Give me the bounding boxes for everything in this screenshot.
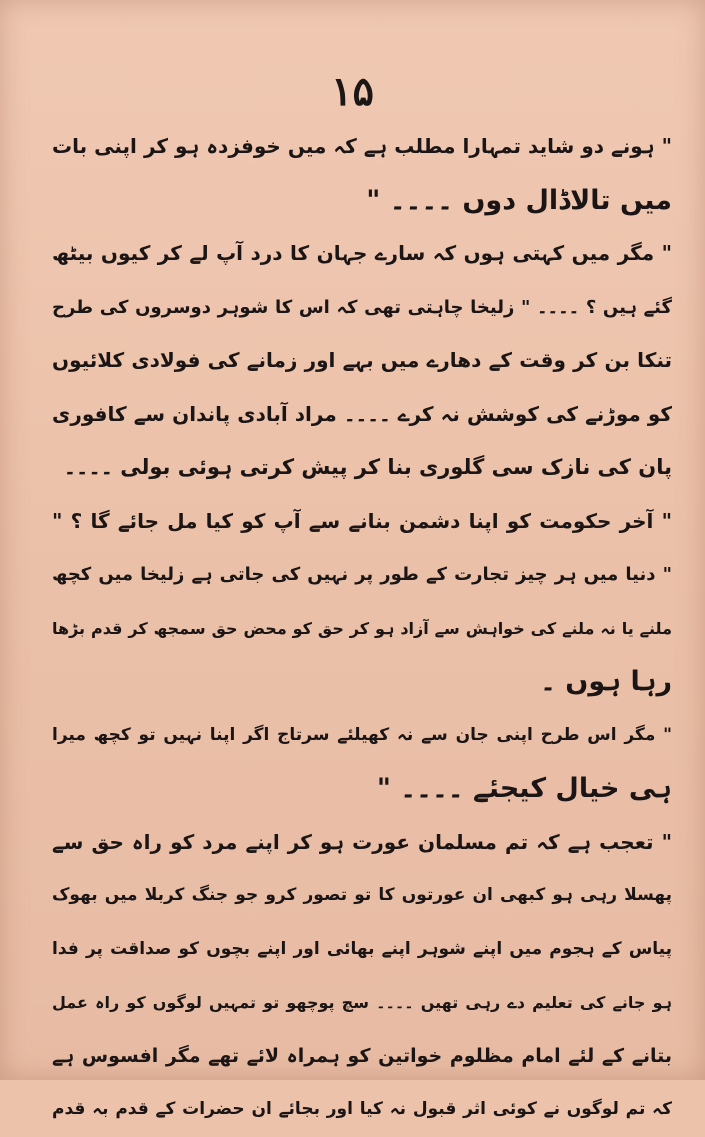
text-line: پیاس کے ہجوم میں اپنے شوہر اپنے بھائی اور اپنے بچوں کو صداقت پر فدا: [52, 938, 672, 959]
urdu-body-text: [52, 120, 672, 1137]
text-line: میں تالاڈال دوں ۔۔۔۔ ": [366, 184, 672, 216]
text-line: رہا ہوں ۔: [540, 666, 672, 697]
text-line: کہ تم لوگوں نے کوئی اثر قبول نہ کیا اور بجائے ان حضرات کے قدم بہ قدم: [52, 1099, 672, 1119]
text-line: " مگر میں کہتی ہوں کہ سارے جہان کا درد آپ لے کر کیوں بیٹھ: [52, 241, 672, 265]
text-line: ہو جانے کی تعلیم دے رہی تھیں ۔۔۔۔ سچ پوچھو تو تمہیں لوگوں کو راہ عمل: [52, 993, 672, 1012]
text-line: پان کی نازک سی گلوری بنا کر پیش کرتی ہوئی بولی ۔۔۔۔: [63, 455, 672, 479]
text-line: پھسلا رہی ہو کبھی ان عورتوں کا تو تصور کرو جو جنگ کربلا میں بھوک: [52, 885, 672, 905]
text-line: " مگر اس طرح اپنی جان سے نہ کھیلئے سرتاج اگر اپنا نہیں تو کچھ میرا: [52, 724, 672, 745]
text-line: " ہونے دو شاید تمہارا مطلب ہے کہ میں خوفزدہ ہو کر اپنی بات: [52, 134, 672, 158]
text-line: " آخر حکومت کو اپنا دشمن بنانے سے آپ کو کیا مل جائے گا ؟ ": [52, 508, 672, 533]
text-line: ملنے یا نہ ملنے کی خواہش سے آزاد ہو کر حق کو محض حق سمجھ کر قدم بڑھا: [52, 618, 672, 638]
text-line: کو موڑنے کی کوشش نہ کرے ۔۔۔۔ مراد آبادی پاندان سے کافوری: [52, 401, 672, 426]
text-line: " دنیا میں ہر چیز تجارت کے طور پر نہیں کی جاتی ہے زلیخا میں کچھ: [52, 564, 672, 585]
text-line: ہی خیال کیجئے ۔۔۔۔ ": [376, 773, 672, 804]
text-line: بتانے کے لئے امام مظلوم خواتین کو ہمراہ لائے تھے مگر افسوس ہے: [52, 1044, 672, 1067]
page-number: ۱۵: [331, 68, 374, 115]
text-line: گئے ہیں ؟ ۔۔۔۔ " زلیخا چاہتی تھی کہ اس کا شوہر دوسروں کی طرح: [52, 296, 672, 318]
text-line: تنکا بن کر وقت کے دھارے میں بہے اور زمانے کی فولادی کلائیوں: [52, 348, 672, 372]
text-line: " تعجب ہے کہ تم مسلمان عورت ہو کر اپنے مرد کو راہ حق سے: [52, 829, 672, 854]
